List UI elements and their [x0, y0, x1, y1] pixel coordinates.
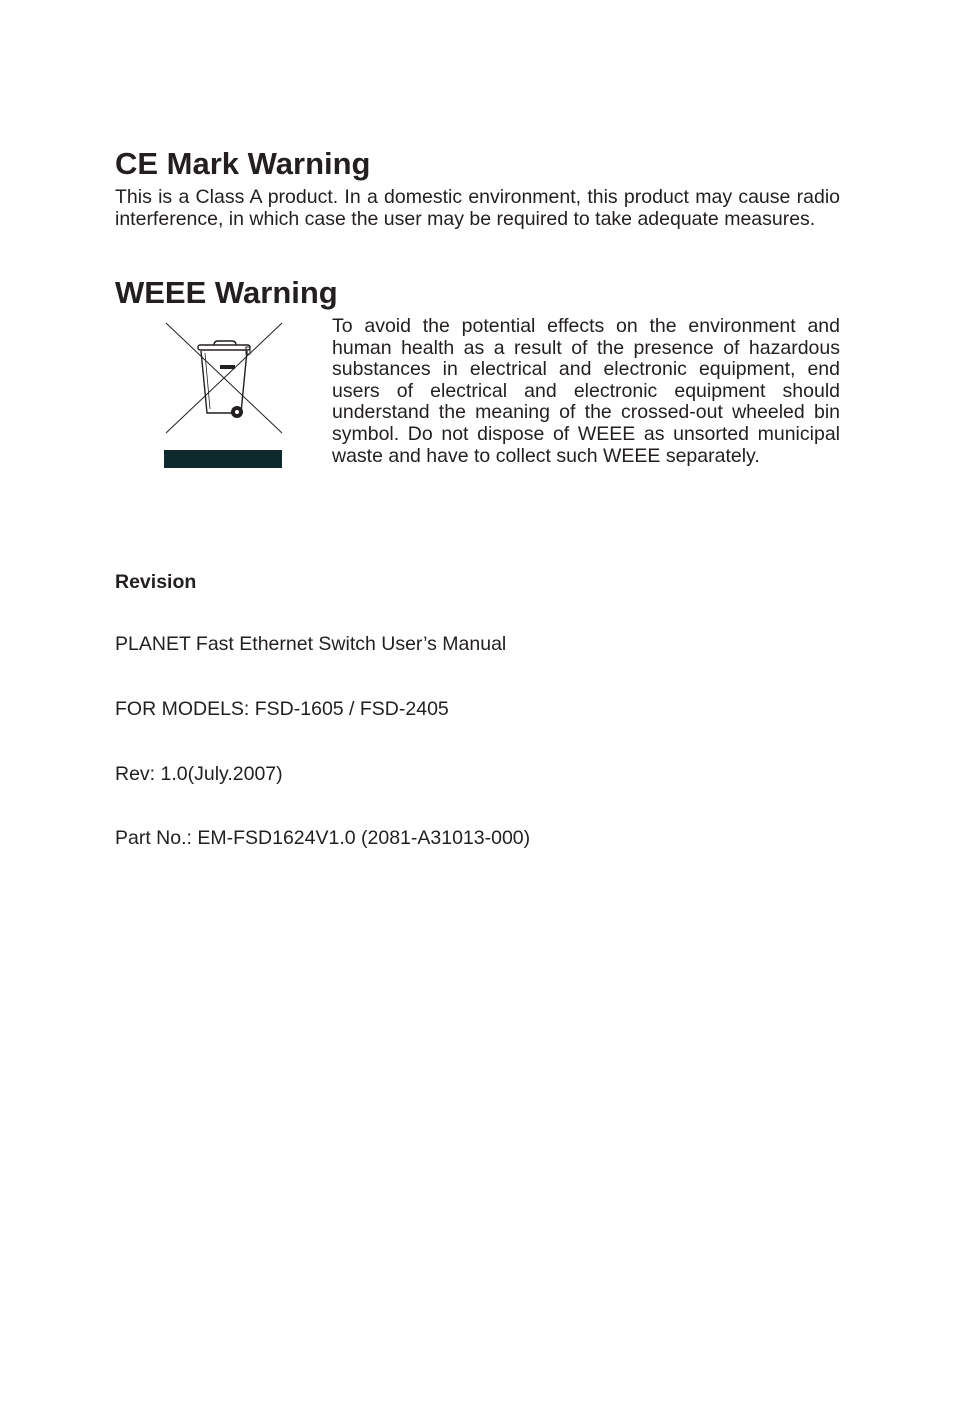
part-number-line: Part No.: EM-FSD1624V1.0 (2081-A31013-000)	[115, 827, 531, 849]
manual-title: PLANET Fast Ethernet Switch User’s Manual	[115, 633, 507, 655]
models-line: FOR MODELS: FSD-1605 / FSD-2405	[115, 698, 449, 720]
revision-line: Rev: 1.0(July.2007)	[115, 763, 283, 785]
ce-mark-warning-text: This is a Class A product. In a domestic environment, this product may cause radio interference, in which case the user may be required to take adequate measures.	[115, 186, 840, 230]
ce-mark-warning-title: CE Mark Warning	[115, 146, 371, 181]
crossed-out-wheeled-bin-icon	[164, 321, 284, 470]
weee-warning-text: To avoid the potential effects on the environment and human health as a result of the presence of hazardous substances in electrical and electronic equipment, end users of electrical and electronic equipment should understand the meaning of the crossed-out wheeled bin symbol. Do not dispose of WEEE as unsorted municipal waste and have to collect such WEEE separately.	[332, 315, 840, 467]
revision-title: Revision	[115, 571, 197, 593]
document-page	[115, 0, 840, 1412]
weee-warning-title: WEEE Warning	[115, 275, 338, 310]
